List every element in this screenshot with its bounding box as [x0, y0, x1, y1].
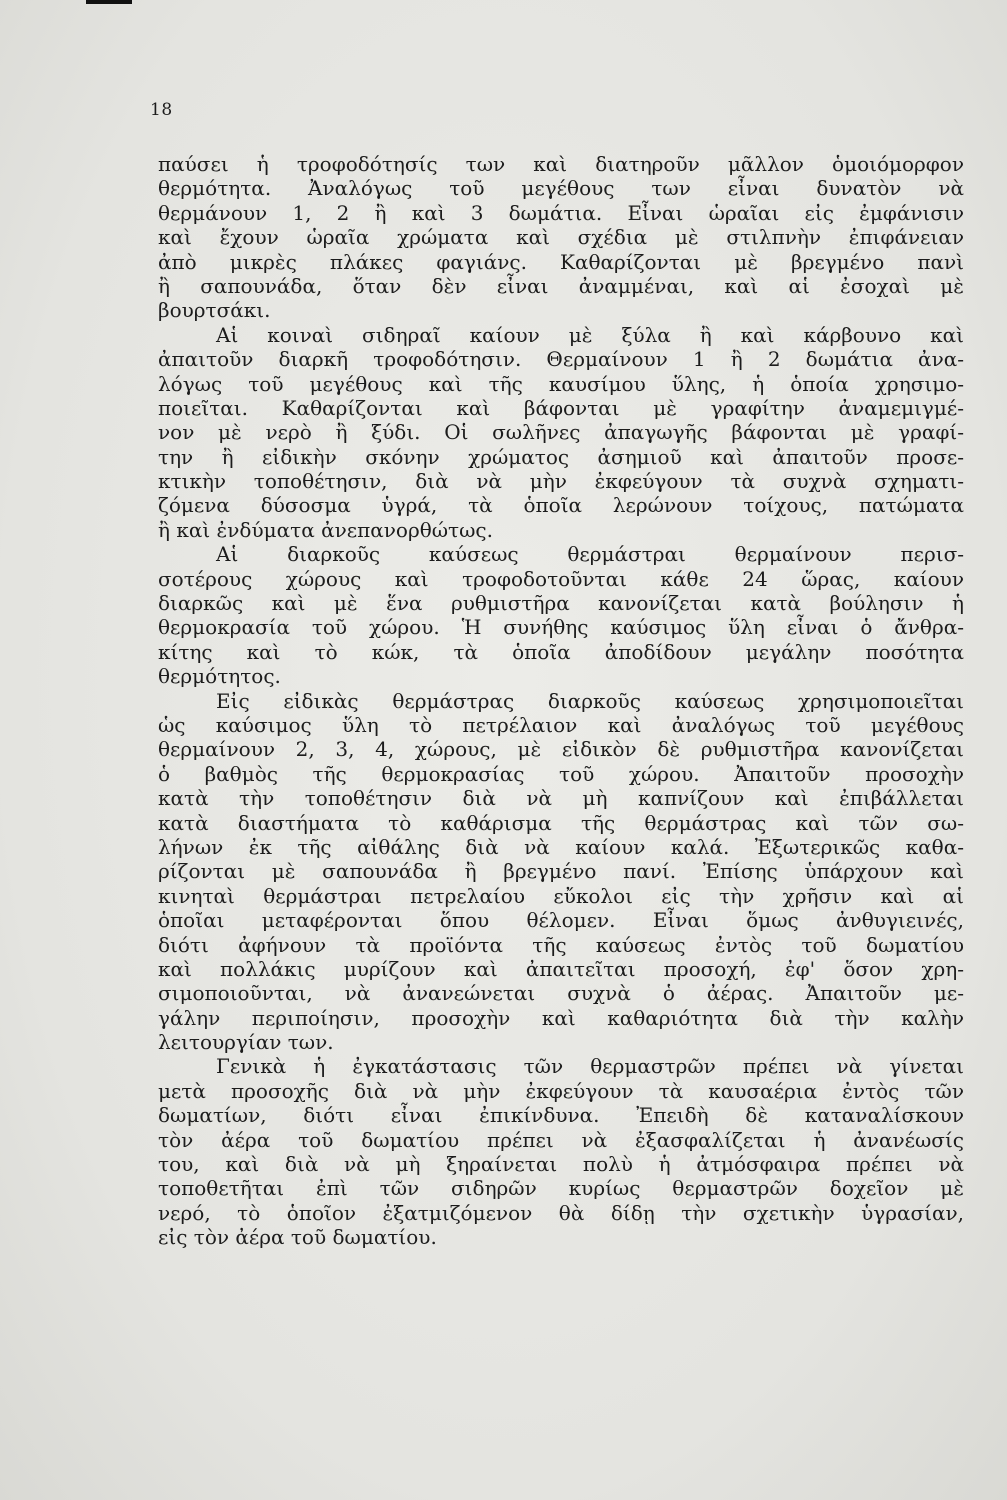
text-line: θερμότητα. Ἀναλόγως τοῦ μεγέθους των εἶναι δυνατὸν νὰ	[158, 176, 964, 201]
text-line: παύσει ἡ τροφοδότησίς των καὶ διατηροῦν μᾶλλον ὁμοιόμορφον	[158, 152, 964, 176]
text-line: σιμοποιοῦνται, νὰ ἀνανεώνεται συχνὰ ὁ ἀέρας. Ἀπαιτοῦν με-	[158, 981, 964, 1006]
text-line: ἀπὸ μικρὲς πλάκες φαγιάνς. Καθαρίζονται μὲ βρεγμένο πανὶ	[158, 249, 964, 274]
text-line: κτικὴν τοποθέτησιν, διὰ νὰ μὴν ἐκφεύγουν τὰ συχνὰ σχηματι-	[158, 469, 964, 494]
text-line: θερμοκρασία τοῦ χώρου. Ἡ συνήθης καύσιμος ὕλη εἶναι ὁ ἄνθρα-	[158, 615, 964, 640]
text-line: ὡς καύσιμος ὕλη τὸ πετρέλαιον καὶ ἀναλόγως τοῦ μεγέθους	[158, 712, 964, 737]
text-line: κατὰ τὴν τοποθέτησιν διὰ νὰ μὴ καπνίζουν καὶ ἐπιβάλλεται	[158, 786, 964, 811]
text-line: ἢ σαπουνάδα, ὅταν δὲν εἶναι ἀναμμέναι, καὶ αἱ ἐσοχαὶ μὲ	[158, 273, 964, 298]
text-line: Αἱ κοιναὶ σιδηραῖ καίουν μὲ ξύλα ἢ καὶ κάρβουνο καὶ	[216, 322, 964, 347]
corner-mark	[86, 0, 132, 4]
text-line: ἀπαιτοῦν διαρκῆ τροφοδότησιν. Θερμαίνουν 1 ἢ 2 δωμάτια ἀνα-	[158, 347, 964, 372]
page-number: 18	[150, 100, 173, 120]
text-line: τοποθετῆται ἐπὶ τῶν σιδηρῶν κυρίως θερμαστρῶν δοχεῖον μὲ	[158, 1176, 964, 1201]
text-line: ζόμενα δύσοσμα ὑγρά, τὰ ὁποῖα λερώνουν τοίχους, πατώματα	[158, 493, 964, 518]
text-line: ποιεῖται. Καθαρίζονται καὶ βάφονται μὲ γραφίτην ἀναμεμιγμέ-	[158, 395, 964, 420]
text-line: Εἰς εἰδικὰς θερμάστρας διαρκοῦς καύσεως χρησιμοποιεῖται	[216, 688, 964, 713]
text-line: καὶ πολλάκις μυρίζουν καὶ ἀπαιτεῖται προσοχή, ἐφ' ὅσον χρη-	[158, 956, 964, 981]
text-line: θερμαίνουν 2, 3, 4, χώρους, μὲ εἰδικὸν δὲ ρυθμιστῆρα κανονίζεται	[158, 737, 964, 762]
text-line: Αἱ διαρκοῦς καύσεως θερμάστραι θερμαίνουν περισ-	[216, 542, 964, 567]
text-line: θερμάνουν 1, 2 ἢ καὶ 3 δωμάτια. Εἶναι ὡραῖαι εἰς ἐμφάνισιν	[158, 200, 964, 225]
text-line: του, καὶ διὰ νὰ μὴ ξηραίνεται πολὺ ἡ ἀτμόσφαιρα πρέπει νὰ	[158, 1152, 964, 1177]
text-line: σοτέρους χώρους καὶ τροφοδοτοῦνται κάθε 24 ὥρας, καίουν	[158, 566, 964, 591]
text-line: διαρκῶς καὶ μὲ ἕνα ρυθμιστῆρα κανονίζεται κατὰ βούλησιν ἡ	[158, 591, 964, 616]
body-text	[158, 152, 964, 1250]
text-line: κινηταὶ θερμάστραι πετρελαίου εὔκολοι εἰς τὴν χρῆσιν καὶ αἱ	[158, 883, 964, 908]
text-line: βουρτσάκι.	[158, 298, 271, 323]
text-line: ρίζονται μὲ σαπουνάδα ἢ βρεγμένο πανί. Ἐπίσης ὑπάρχουν καὶ	[158, 859, 964, 884]
text-line: την ἢ εἰδικὴν σκόνην χρώματος ἀσημιοῦ καὶ ἀπαιτοῦν προσε-	[158, 444, 964, 469]
text-line: ὁ βαθμὸς τῆς θερμοκρασίας τοῦ χώρου. Ἀπαιτοῦν προσοχὴν	[158, 761, 964, 786]
text-line: ὁποῖαι μεταφέρονται ὅπου θέλομεν. Εἶναι ὅμως ἀνθυγιεινές,	[158, 908, 964, 933]
text-line: ἢ καὶ ἐνδύματα ἀνεπανορθώτως.	[158, 517, 493, 542]
text-line: κίτης καὶ τὸ κώκ, τὰ ὁποῖα ἀποδίδουν μεγάλην ποσότητα	[158, 639, 964, 664]
text-line: γάλην περιποίησιν, προσοχὴν καὶ καθαριότητα διὰ τὴν καλὴν	[158, 1005, 964, 1030]
text-line: καὶ ἔχουν ὡραῖα χρώματα καὶ σχέδια μὲ στιλπνὴν ἐπιφάνειαν	[158, 225, 964, 250]
text-line: διότι ἀφήνουν τὰ προϊόντα τῆς καύσεως ἐντὸς τοῦ δωματίου	[158, 932, 964, 957]
text-line: θερμότητος.	[158, 664, 281, 689]
text-line: λόγως τοῦ μεγέθους καὶ τῆς καυσίμου ὕλης, ἡ ὁποία χρησιμο-	[158, 371, 964, 396]
text-line: μετὰ προσοχῆς διὰ νὰ μὴν ἐκφεύγουν τὰ καυσαέρια ἐντὸς τῶν	[158, 1078, 964, 1103]
text-line: λειτουργίαν των.	[158, 1030, 334, 1055]
text-line: κατὰ διαστήματα τὸ καθάρισμα τῆς θερμάστρας καὶ τῶν σω-	[158, 810, 964, 835]
text-line: λήνων ἐκ τῆς αἰθάλης διὰ νὰ καίουν καλά. Ἐξωτερικῶς καθα-	[158, 834, 964, 859]
text-line: νον μὲ νερὸ ἢ ξύδι. Οἱ σωλῆνες ἀπαγωγῆς βάφονται μὲ γραφί-	[158, 420, 964, 445]
text-line: δωματίων, διότι εἶναι ἐπικίνδυνα. Ἐπειδὴ δὲ καταναλίσκουν	[158, 1103, 964, 1128]
text-line: Γενικὰ ἡ ἐγκατάστασις τῶν θερμαστρῶν πρέπει νὰ γίνεται	[216, 1054, 964, 1079]
text-line: εἰς τὸν ἀέρα τοῦ δωματίου.	[158, 1225, 437, 1250]
text-line: τὸν ἀέρα τοῦ δωματίου πρέπει νὰ ἐξασφαλίζεται ἡ ἀνανέωσίς	[158, 1127, 964, 1152]
text-line: νερό, τὸ ὁποῖον ἐξατμιζόμενον θὰ δίδῃ τὴν σχετικὴν ὑγρασίαν,	[158, 1200, 964, 1225]
